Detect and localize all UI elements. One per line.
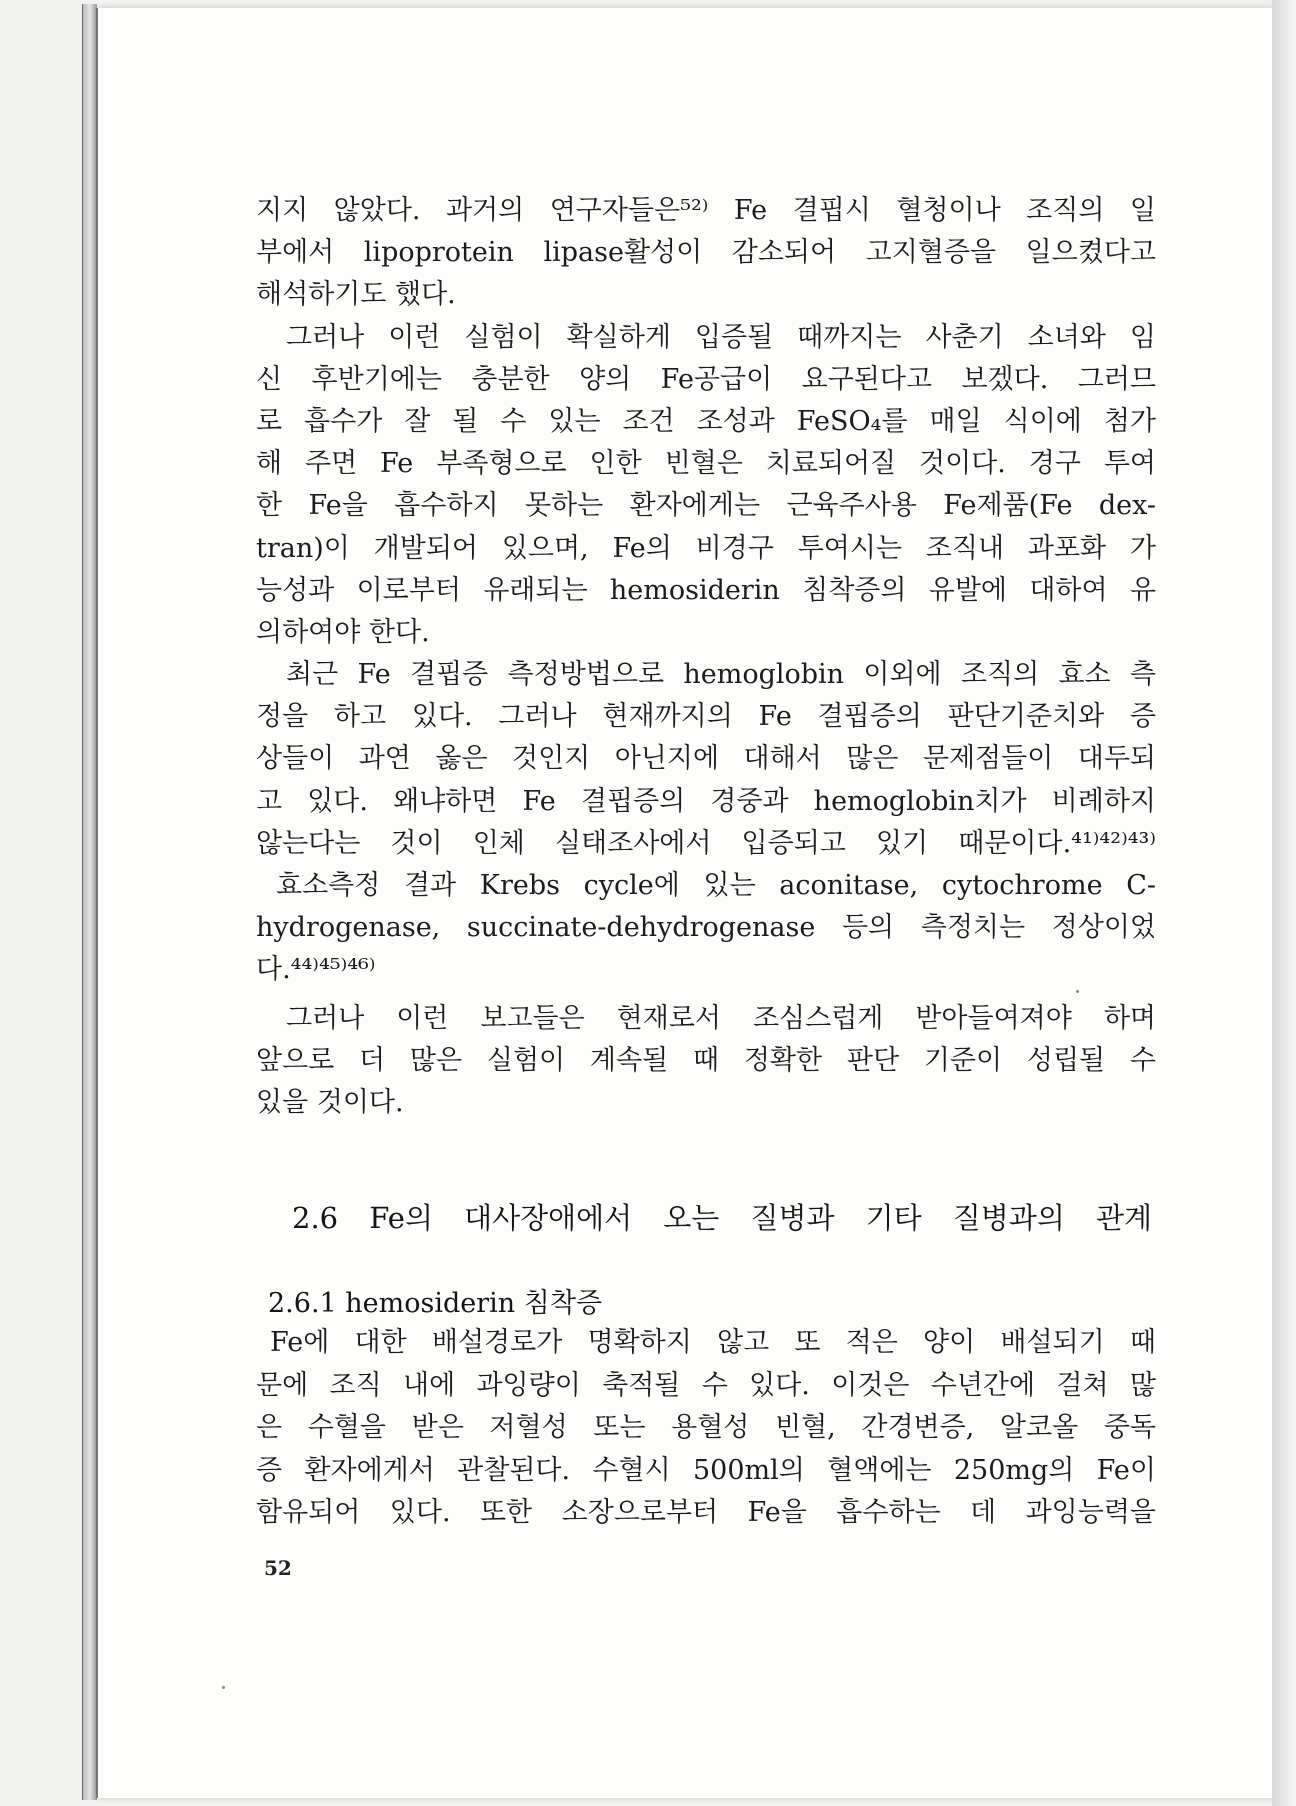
text-line: 함유되어 있다. 또한 소장으로부터 Fe을 흡수하는 데 과잉능력을 [256, 1497, 1156, 1528]
body-text-lower [256, 1322, 1156, 1535]
text-line: 정을 하고 있다. 그러나 현재까지의 Fe 결핍증의 판단기준치와 증 [256, 701, 1156, 733]
text-line: 상들이 과연 옳은 것인지 아닌지에 대해서 많은 문제점들이 대두되 [256, 743, 1156, 775]
text-line: tran)이 개발되어 있으며, Fe의 비경구 투여시는 조직내 과포화 가 [256, 532, 1156, 564]
text-line: Fe에 대한 배설경로가 명확하지 않고 또 적은 양이 배설되기 때 [270, 1327, 1156, 1358]
text-line: 증 환자에게서 관찰된다. 수혈시 500ml의 혈액에는 250mg의 Fe이 [256, 1454, 1156, 1486]
text-line: 효소측정 결과 Krebs cycle에 있는 aconitase, cytochrome C- [276, 870, 1156, 901]
text-line: 한 Fe을 흡수하지 못하는 환자에게는 근육주사용 Fe제품(Fe dex- [256, 490, 1156, 522]
text-line: 다.⁴⁴⁾⁴⁵⁾⁴⁶⁾ [256, 954, 376, 986]
text-line: 그러나 이런 실험이 확실하게 입증될 때까지는 사춘기 소녀와 임 [286, 321, 1156, 353]
text-line: 앞으로 더 많은 실험이 계속될 때 정확한 판단 기준이 성립될 수 [256, 1044, 1156, 1076]
text-line: 은 수혈을 받은 저혈성 또는 용혈성 빈혈, 간경변증, 알코올 중독 [256, 1412, 1156, 1443]
text-line: 해석하기도 했다. [256, 279, 456, 311]
book-spine-edge [82, 4, 97, 1800]
page-right-margin [1272, 0, 1296, 1806]
text-line: 않는다는 것이 인체 실태조사에서 입증되고 있기 때문이다.⁴¹⁾⁴²⁾⁴³⁾ [256, 827, 1156, 859]
text-line: 해 주면 Fe 부족형으로 인한 빈혈은 치료되어질 것이다. 경구 투여 [256, 448, 1156, 480]
text-line: 지지 않았다. 과거의 연구자들은⁵²⁾ Fe 결핍시 혈청이나 조직의 일 [256, 195, 1156, 226]
body-text-upper [256, 190, 1156, 1124]
subsection-heading: 2.6.1 hemosiderin 침착증 [268, 1288, 603, 1319]
text-line: hydrogenase, succinate-dehydrogenase 등의 측정치는 정상이었 [256, 912, 1156, 944]
scan-speck [1076, 990, 1079, 993]
text-line: 고 있다. 왜냐하면 Fe 결핍증의 경중과 hemoglobin치가 비례하지 [256, 785, 1156, 817]
text-line: 능성과 이로부터 유래되는 hemosiderin 침착증의 유발에 대하여 유 [256, 574, 1156, 606]
text-line: 최근 Fe 결핍증 측정방법으로 hemoglobin 이외에 조직의 효소 측 [286, 659, 1156, 691]
text-line: 신 후반기에는 충분한 양의 Fe공급이 요구된다고 보겠다. 그러므 [256, 363, 1156, 395]
text-line: 부에서 lipoprotein lipase활성이 감소되어 고지혈증을 일으켰다고 [256, 237, 1156, 269]
text-line: 있을 것이다. [256, 1086, 404, 1118]
text-line: 의하여야 한다. [256, 616, 430, 648]
section-heading: 2.6 Fe의 대사장애에서 오는 질병과 기타 질병과의 관계 [292, 1201, 1152, 1235]
page-number: 52 [264, 1556, 292, 1580]
text-line: 로 흡수가 잘 될 수 있는 조건 조성과 FeSO₄를 매일 식이에 첨가 [256, 405, 1156, 437]
text-line: 그러나 이런 보고들은 현재로서 조심스럽게 받아들여져야 하며 [286, 1002, 1156, 1034]
scan-speck [222, 1686, 225, 1689]
text-line: 문에 조직 내에 과잉량이 축적될 수 있다. 이것은 수년간에 걸쳐 많 [256, 1369, 1156, 1401]
